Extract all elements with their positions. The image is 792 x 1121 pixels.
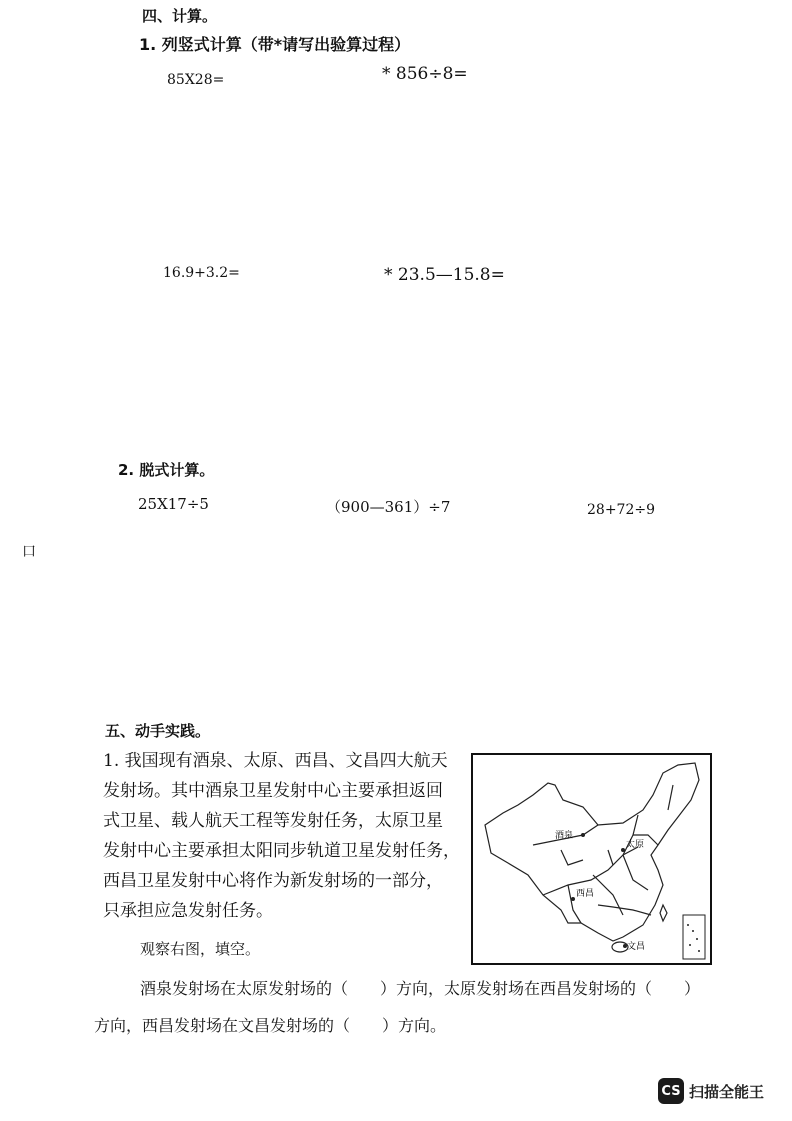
paragraph-line: 西昌卫星发射中心将作为新发射场的一部分， (103, 871, 443, 891)
south-china-sea-inset (683, 915, 705, 959)
map-label-wenchang: 文昌 (627, 942, 646, 952)
section-4-title: 四、计算。 (142, 7, 218, 25)
stepwise-calc-3: 28+72÷9 (587, 502, 655, 518)
section-5-title: 五、动手实践。 (105, 722, 211, 740)
camscanner-name: 扫描全能王 (689, 1082, 765, 1101)
xichang-dot (571, 897, 575, 901)
observe-instruction: 观察右图，填空。 (140, 940, 261, 958)
paragraph-line: 发射中心主要承担太阳同步轨道卫星发射任务， (103, 841, 460, 861)
vertical-calc-4: * 23.5—15.8= (384, 265, 505, 285)
stepwise-calc-1: 25X17÷5 (138, 495, 209, 513)
taiwan-island (660, 905, 667, 921)
paragraph-line: 只承担应急发射任务。 (103, 901, 273, 921)
paragraph-line: 式卫星、载人航天工程等发射任务，太原卫星 (103, 811, 443, 831)
stepwise-calc-2: （900—361）÷7 (326, 498, 451, 516)
china-map (471, 753, 712, 965)
paragraph-line: 1. 我国现有酒泉、太原、西昌、文昌四大航天 (103, 751, 448, 771)
map-label-jiuquan: 酒泉 (555, 831, 574, 841)
vertical-calc-3: 16.9+3.2= (163, 265, 240, 281)
margin-mark: 口 (22, 544, 36, 560)
camscanner-logo-icon: CS (658, 1078, 684, 1104)
map-label-xichang: 西昌 (576, 889, 595, 899)
vertical-calc-1: 85X28= (167, 72, 225, 88)
question-2-title: 2. 脱式计算。 (118, 461, 215, 479)
fill-blank-line-2: 方向，西昌发射场在文昌发射场的（ ）方向。 (94, 1016, 447, 1035)
taiyuan-dot (621, 848, 625, 852)
jiuquan-dot (581, 833, 585, 837)
question-paragraph (103, 746, 473, 926)
scanner-watermark (658, 1078, 764, 1104)
map-label-taiyuan: 太原 (626, 840, 645, 850)
wenchang-dot (623, 944, 627, 948)
vertical-calc-2: * 856÷8= (382, 64, 468, 84)
china-map-drawing (473, 755, 710, 963)
paragraph-line: 发射场。其中酒泉卫星发射中心主要承担返回 (103, 781, 443, 801)
question-1-title: 1. 列竖式计算（带*请写出验算过程） (139, 35, 411, 54)
fill-blank-line-1: 酒泉发射场在太原发射场的（ ）方向，太原发射场在西昌发射场的（ ） (140, 979, 701, 998)
